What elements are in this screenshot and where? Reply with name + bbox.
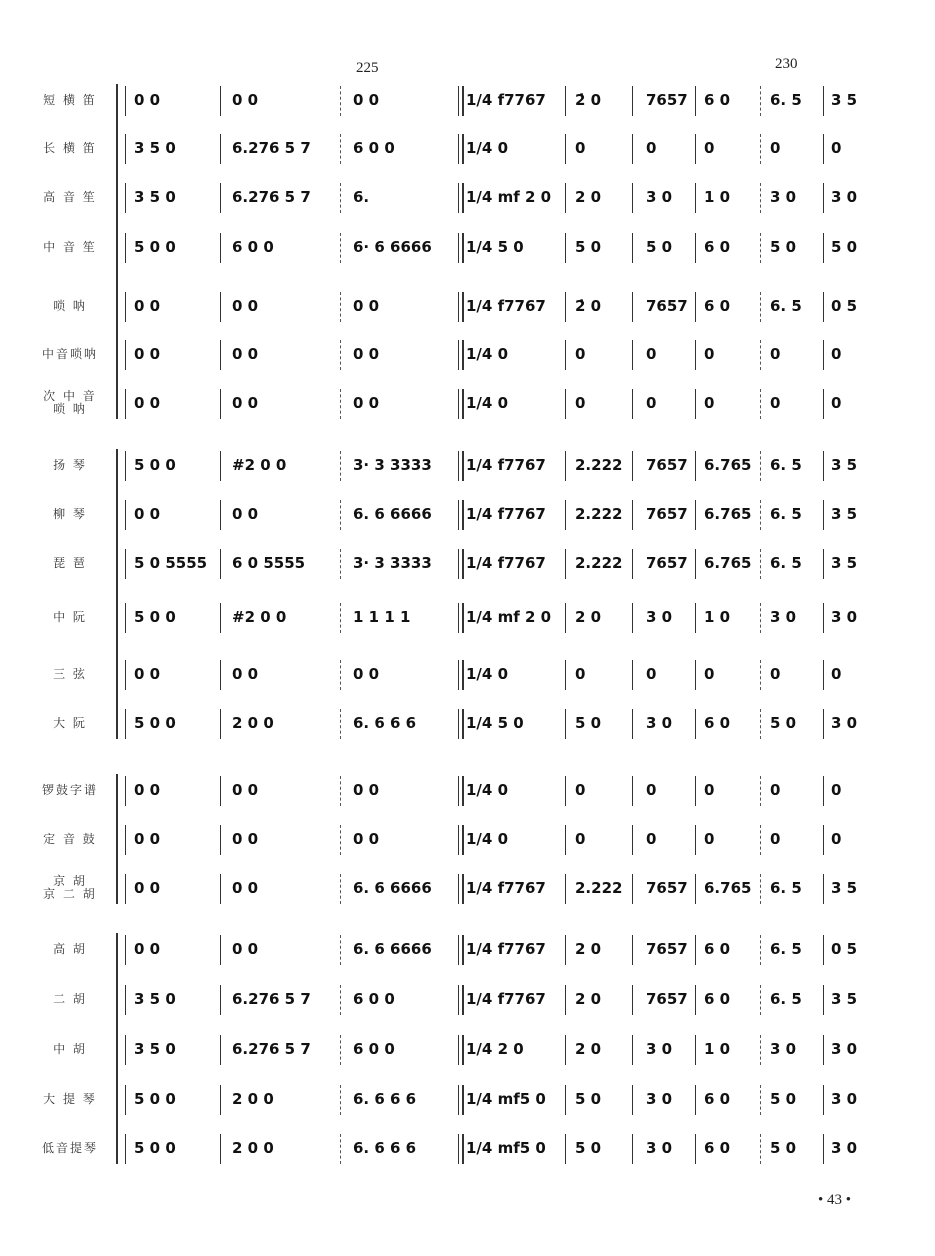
measure-cell: 3 5 0: [134, 139, 176, 157]
instrument-label: 中 阮: [53, 609, 87, 624]
measure-cell: 6. 5: [770, 505, 802, 523]
bar-line: [458, 134, 464, 164]
measure-cell: 0 0: [232, 940, 259, 958]
measure-number-225: 225: [356, 60, 379, 76]
measure-cell: 0 0: [232, 505, 259, 523]
measure-cell: 2.222: [575, 879, 623, 897]
group-bracket: [116, 774, 124, 904]
measure-cell: 1/4 5 0: [466, 238, 524, 256]
measure-cell: 7657: [646, 505, 688, 523]
measure-cell: 7657: [646, 91, 688, 109]
staff-row: [0, 1029, 935, 1069]
measure-cell: 7657: [646, 297, 688, 315]
measure-cell: 0: [770, 781, 781, 799]
measure-cell: 5 0: [770, 714, 797, 732]
measure-cell: 1/4 mf5 0: [466, 1090, 546, 1108]
measure-cell: 6 0: [704, 1139, 731, 1157]
measure-cell: 1/4 0: [466, 830, 509, 848]
instrument-label: 琵 琶: [53, 555, 87, 570]
measure-cell: 3 0: [646, 1040, 673, 1058]
bar-line: [125, 1035, 126, 1065]
measure-cell: 0 0: [353, 830, 380, 848]
staff-row: [0, 979, 935, 1019]
instrument-label: 京 胡 京 二 胡: [43, 874, 97, 901]
bar-line: [458, 874, 464, 904]
measure-cell: 6 0: [704, 990, 731, 1008]
measure-cell: 7657: [646, 990, 688, 1008]
staff-row: [0, 597, 935, 637]
measure-cell: 0: [831, 345, 842, 363]
measure-cell: 0 0: [353, 394, 380, 412]
measure-cell: 0: [704, 830, 715, 848]
measure-cell: 0: [646, 830, 657, 848]
measure-cell: 5 0: [575, 1139, 602, 1157]
instrument-label: 锣鼓字谱: [41, 782, 98, 797]
measure-cell: 0 0: [134, 91, 161, 109]
measure-cell: 0 0: [232, 879, 259, 897]
measure-cell: 7657: [646, 940, 688, 958]
staff-row: [0, 868, 935, 908]
measure-cell: 1/4 2 0: [466, 1040, 524, 1058]
measure-cell: 6. 6 6666: [353, 940, 432, 958]
measure-cell: 1/4 f7767: [466, 297, 546, 315]
measure-cell: 6.276 5 7: [232, 990, 311, 1008]
measure-cell: 0: [831, 830, 842, 848]
measure-cell: 6.765: [704, 505, 752, 523]
measure-cell: 3 0: [770, 188, 797, 206]
measure-cell: 1/4 0: [466, 394, 509, 412]
measure-cell: 2 0: [575, 188, 602, 206]
measure-cell: 6 0: [704, 1090, 731, 1108]
bar-line: [125, 549, 126, 579]
measure-cell: 1/4 0: [466, 665, 509, 683]
bar-line: [458, 776, 464, 806]
measure-cell: 2.222: [575, 554, 623, 572]
measure-cell: 0: [575, 345, 586, 363]
measure-cell: 0 0: [134, 830, 161, 848]
measure-cell: 1/4 0: [466, 345, 509, 363]
instrument-label: 短 横 笛: [43, 92, 97, 107]
measure-cell: 0 0: [232, 394, 259, 412]
measure-cell: 3 0: [831, 714, 858, 732]
instrument-label: 中 音 笙: [43, 239, 97, 254]
staff-row: [0, 543, 935, 583]
instrument-label: 定 音 鼓: [43, 831, 97, 846]
measure-cell: 3 5: [831, 554, 858, 572]
bar-line: [125, 86, 126, 116]
measure-cell: 1/4 5 0: [466, 714, 524, 732]
measure-cell: 0 0: [134, 940, 161, 958]
measure-cell: 6.: [353, 188, 370, 206]
bar-line: [458, 935, 464, 965]
staff-row: [0, 494, 935, 534]
page-number: • 43 •: [818, 1192, 852, 1208]
measure-cell: 1/4 f7767: [466, 554, 546, 572]
bar-line: [125, 709, 126, 739]
measure-number-230: 230: [775, 56, 798, 72]
measure-cell: 0: [831, 139, 842, 157]
measure-cell: 6 0: [704, 714, 731, 732]
staff-row: [0, 770, 935, 810]
measure-cell: 2 0: [575, 940, 602, 958]
measure-cell: 5 0: [646, 238, 673, 256]
measure-cell: 0: [831, 665, 842, 683]
staff-row: [0, 80, 935, 120]
measure-cell: 5 0: [770, 1139, 797, 1157]
bar-line: [125, 776, 126, 806]
measure-cell: 7657: [646, 879, 688, 897]
measure-cell: 3 0: [831, 1040, 858, 1058]
measure-cell: 1/4 f7767: [466, 940, 546, 958]
bar-line: [125, 340, 126, 370]
measure-cell: 2.222: [575, 456, 623, 474]
measure-cell: 0 0: [232, 830, 259, 848]
measure-cell: 1/4 f7767: [466, 505, 546, 523]
measure-cell: 5 0: [575, 1090, 602, 1108]
measure-cell: 6 0: [704, 91, 731, 109]
measure-cell: 0 0: [353, 91, 380, 109]
measure-cell: 0: [575, 665, 586, 683]
bar-line: [125, 183, 126, 213]
measure-cell: 3 5 0: [134, 188, 176, 206]
measure-cell: 6 0: [704, 940, 731, 958]
measure-cell: 2̇ 0: [575, 91, 602, 109]
measure-cell: 7657: [646, 554, 688, 572]
bar-line: [458, 825, 464, 855]
measure-cell: 3 5 0: [134, 990, 176, 1008]
measure-cell: 0: [575, 394, 586, 412]
measure-cell: 6. 5: [770, 990, 802, 1008]
bar-line: [458, 233, 464, 263]
measure-cell: 5 0 0: [134, 608, 176, 626]
bar-line: [125, 1085, 126, 1115]
instrument-label: 长 横 笛: [43, 140, 97, 155]
measure-cell: 2 0: [575, 1040, 602, 1058]
bar-line: [458, 340, 464, 370]
measure-cell: 6.276 5 7: [232, 139, 311, 157]
measure-cell: 3 0: [646, 714, 673, 732]
group-bracket: [116, 84, 124, 419]
measure-cell: 0 0: [134, 781, 161, 799]
measure-cell: 5 0: [770, 238, 797, 256]
measure-cell: 6. 6 6666: [353, 505, 432, 523]
measure-cell: 3 0: [770, 608, 797, 626]
measure-cell: 3 5: [831, 456, 858, 474]
measure-cell: 0: [770, 830, 781, 848]
measure-cell: 3 0: [646, 1090, 673, 1108]
measure-cell: 3 0: [831, 188, 858, 206]
measure-cell: 0 0: [232, 297, 259, 315]
instrument-label: 高 音 笙: [43, 189, 97, 204]
measure-cell: 3 5 0: [134, 1040, 176, 1058]
bar-line: [125, 935, 126, 965]
measure-cell: 6. 5: [770, 554, 802, 572]
measure-cell: 6 0 0: [353, 990, 395, 1008]
instrument-label: 大 提 琴: [43, 1091, 97, 1106]
measure-cell: 5 0 0: [134, 456, 176, 474]
measure-cell: 0: [704, 781, 715, 799]
measure-cell: 1 1 1 1: [353, 608, 411, 626]
measure-cell: 3 0: [831, 1090, 858, 1108]
measure-cell: 1/4 f7767: [466, 456, 546, 474]
measure-cell: 0 0: [353, 781, 380, 799]
measure-cell: 0 0: [353, 345, 380, 363]
measure-cell: 0 0: [232, 345, 259, 363]
bar-line: [125, 603, 126, 633]
instrument-label: 扬 琴: [53, 457, 87, 472]
bar-line: [125, 985, 126, 1015]
instrument-label: 高 胡: [53, 941, 87, 956]
measure-cell: 6 0 5555: [232, 554, 306, 572]
measure-cell: 2 0 0: [232, 1090, 274, 1108]
measure-cell: 6 0 0: [353, 139, 395, 157]
measure-cell: 3 0: [770, 1040, 797, 1058]
staff-row: [0, 128, 935, 168]
bar-line: [458, 709, 464, 739]
measure-cell: 2 0 0: [232, 714, 274, 732]
measure-cell: 0 0: [134, 505, 161, 523]
measure-cell: 5 0 0: [134, 1090, 176, 1108]
measure-cell: 0: [831, 781, 842, 799]
measure-cell: 0: [646, 394, 657, 412]
measure-cell: 0 0: [353, 665, 380, 683]
bar-line: [458, 1134, 464, 1164]
measure-cell: 6. 5: [770, 456, 802, 474]
measure-cell: 0: [770, 345, 781, 363]
measure-cell: 3 0: [646, 1139, 673, 1157]
measure-cell: 0 0: [232, 91, 259, 109]
measure-cell: 6. 6 6 6: [353, 1139, 417, 1157]
instrument-label: 唢 呐: [53, 298, 87, 313]
measure-cell: 0: [575, 781, 586, 799]
measure-cell: 0 0: [353, 297, 380, 315]
measure-cell: 2 0: [575, 608, 602, 626]
measure-cell: 6 0: [704, 238, 731, 256]
measure-cell: 0: [704, 665, 715, 683]
measure-cell: 2.222: [575, 505, 623, 523]
measure-cell: 6. 5: [770, 879, 802, 897]
bar-line: [458, 660, 464, 690]
measure-cell: 1/4 f7767: [466, 879, 546, 897]
bar-line: [125, 825, 126, 855]
measure-cell: 6. 6 6 6: [353, 1090, 417, 1108]
measure-cell: 0: [831, 394, 842, 412]
bar-line: [458, 86, 464, 116]
measure-cell: 6.765: [704, 554, 752, 572]
measure-cell: 5 0: [575, 714, 602, 732]
bar-line: [125, 500, 126, 530]
measure-cell: 5 0 0: [134, 714, 176, 732]
instrument-label: 三 弦: [53, 666, 87, 681]
bar-line: [458, 451, 464, 481]
instrument-label: 次 中 音 唢 呐: [43, 389, 97, 416]
measure-cell: 5 0: [831, 238, 858, 256]
measure-cell: 2 0: [575, 990, 602, 1008]
group-bracket: [116, 933, 124, 1164]
bar-line: [125, 292, 126, 322]
bar-line: [125, 233, 126, 263]
measure-cell: 0: [770, 139, 781, 157]
measure-cell: 0: [646, 665, 657, 683]
measure-cell: #2 0 0: [232, 456, 287, 474]
staff-row: [0, 445, 935, 485]
measure-cell: 5 0 0: [134, 238, 176, 256]
measure-cell: 6.765: [704, 456, 752, 474]
bar-line: [458, 603, 464, 633]
measure-cell: 6. 5: [770, 297, 802, 315]
measure-cell: 1/4 f7767: [466, 91, 546, 109]
measure-cell: 5 0 5555: [134, 554, 208, 572]
measure-cell: 2 0 0: [232, 1139, 274, 1157]
measure-cell: 6 0 0: [353, 1040, 395, 1058]
measure-cell: 0: [704, 394, 715, 412]
measure-cell: 1/4 mf 2 0: [466, 188, 552, 206]
staff-row: [0, 819, 935, 859]
measure-cell: 1 0: [704, 1040, 731, 1058]
staff-row: [0, 286, 935, 326]
bar-line: [125, 1134, 126, 1164]
staff-row: [0, 654, 935, 694]
measure-cell: 5 0: [770, 1090, 797, 1108]
measure-cell: 1/4 0: [466, 781, 509, 799]
bar-line: [125, 389, 126, 419]
measure-cell: 6 0 0: [232, 238, 274, 256]
staff-row: [0, 177, 935, 217]
measure-cell: 3 5: [831, 990, 858, 1008]
bar-line: [458, 500, 464, 530]
measure-cell: 3 5: [831, 91, 858, 109]
measure-cell: #2 0 0: [232, 608, 287, 626]
measure-cell: 0 0: [134, 345, 161, 363]
measure-cell: 3 5: [831, 505, 858, 523]
measure-cell: 1/4 0: [466, 139, 509, 157]
measure-cell: 0 0: [134, 297, 161, 315]
measure-cell: 0 5: [831, 297, 858, 315]
bar-line: [458, 183, 464, 213]
measure-cell: 0 0: [134, 879, 161, 897]
measure-cell: 0: [704, 345, 715, 363]
bar-line: [125, 134, 126, 164]
bar-line: [125, 874, 126, 904]
measure-cell: 0: [575, 139, 586, 157]
measure-cell: 6. 6 6666: [353, 879, 432, 897]
measure-cell: 1/4 f7767: [466, 990, 546, 1008]
bar-line: [458, 1085, 464, 1115]
measure-cell: 1/4 mf 2 0: [466, 608, 552, 626]
staff-row: [0, 334, 935, 374]
measure-cell: 3 0: [831, 608, 858, 626]
measure-cell: 0: [770, 394, 781, 412]
measure-cell: 3· 3 3333: [353, 456, 432, 474]
measure-cell: 0: [646, 781, 657, 799]
measure-cell: 6.276 5 7: [232, 1040, 311, 1058]
measure-cell: 6.276 5 7: [232, 188, 311, 206]
staff-row: [0, 383, 935, 423]
measure-cell: 3· 3 3333: [353, 554, 432, 572]
bar-line: [125, 660, 126, 690]
instrument-label: 中 胡: [53, 1041, 87, 1056]
instrument-label: 低音提琴: [41, 1140, 98, 1155]
measure-cell: 6· 6 6666: [353, 238, 432, 256]
measure-cell: 1 0: [704, 608, 731, 626]
measure-cell: 6. 5: [770, 940, 802, 958]
staff-row: [0, 703, 935, 743]
staff-row: [0, 1128, 935, 1168]
measure-cell: 0: [575, 830, 586, 848]
measure-cell: 5 0: [575, 238, 602, 256]
measure-cell: 6.765: [704, 879, 752, 897]
instrument-label: 中音唢呐: [41, 346, 98, 361]
measure-cell: 0 0: [232, 781, 259, 799]
bar-line: [125, 451, 126, 481]
measure-cell: 7657: [646, 456, 688, 474]
measure-cell: 0 0: [134, 665, 161, 683]
staff-row: [0, 1079, 935, 1119]
bar-line: [458, 1035, 464, 1065]
measure-cell: 0: [770, 665, 781, 683]
measure-cell: 1/4 mf5 0: [466, 1139, 546, 1157]
staff-row: [0, 227, 935, 267]
measure-cell: 1 0: [704, 188, 731, 206]
group-bracket: [116, 449, 124, 739]
measure-cell: 2̇ 0: [575, 297, 602, 315]
measure-cell: 0: [646, 345, 657, 363]
measure-cell: 0 0: [134, 394, 161, 412]
measure-cell: 0 5: [831, 940, 858, 958]
staff-row: [0, 929, 935, 969]
measure-cell: 0 0: [232, 665, 259, 683]
instrument-label: 柳 琴: [53, 506, 87, 521]
measure-cell: 6. 5: [770, 91, 802, 109]
measure-cell: 0: [646, 139, 657, 157]
measure-cell: 6. 6 6 6: [353, 714, 417, 732]
bar-line: [458, 549, 464, 579]
measure-cell: 5 0 0: [134, 1139, 176, 1157]
bar-line: [458, 292, 464, 322]
bar-line: [458, 389, 464, 419]
instrument-label: 二 胡: [53, 991, 87, 1006]
measure-cell: 3 5: [831, 879, 858, 897]
measure-cell: 0: [704, 139, 715, 157]
measure-cell: 3 0: [831, 1139, 858, 1157]
measure-cell: 3 0: [646, 608, 673, 626]
bar-line: [458, 985, 464, 1015]
measure-cell: 3 0: [646, 188, 673, 206]
instrument-label: 大 阮: [53, 715, 87, 730]
measure-cell: 6 0: [704, 297, 731, 315]
